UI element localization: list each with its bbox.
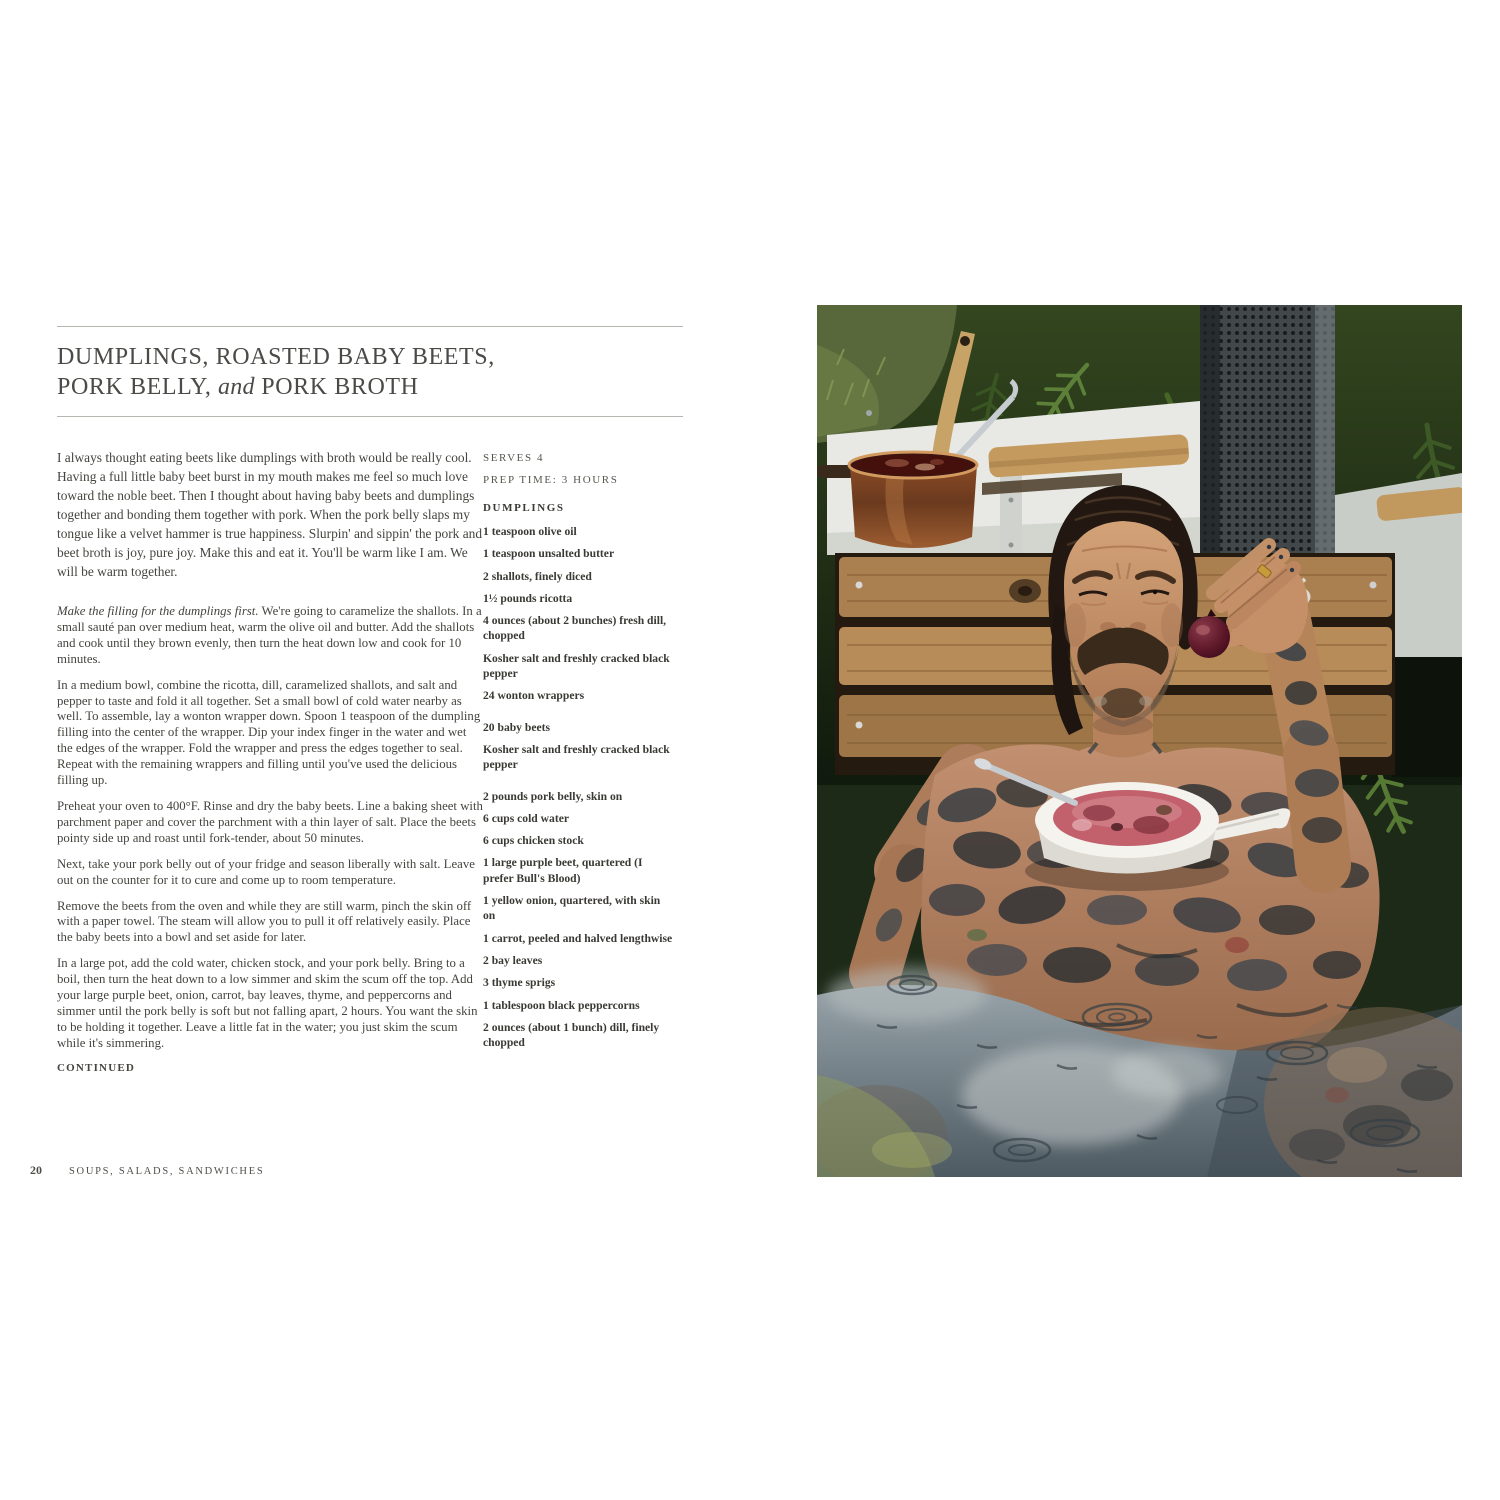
ingredient-item: 20 baby beets bbox=[483, 720, 550, 734]
ingredient-item: 2 pounds pork belly, skin on bbox=[483, 789, 623, 803]
page-number: 20 bbox=[30, 1163, 42, 1177]
ingredient-item: 3 thyme sprigs bbox=[483, 976, 556, 990]
baby-beet bbox=[1188, 616, 1230, 658]
ingredient-item: 2 ounces (about 1 bunch) dill, finely chopped bbox=[483, 1020, 660, 1050]
recipe-title-block bbox=[57, 326, 683, 417]
ingredient-item: Kosher salt and freshly cracked black pepper bbox=[483, 742, 670, 772]
recipe-title-line2: PORK BELLY, bbox=[57, 374, 219, 400]
recipe-headnote: I always thought eating beets like dumplings with broth would be really cool. Having a full little baby beet burst in my mouth makes me feel so much love toward the noble beet. Then I thought about having baby beets and dumplings together and bonding them together with pork. When the pork belly slaps my tongue like a velvet hammer is true happiness. Slurpin' and sippin' the pork and beet broth is joy, pure joy. Make this and eat it. You'll be warm like I am. We will be warm together. bbox=[57, 450, 483, 579]
ingredient-item: 1 carrot, peeled and halved lengthwise bbox=[483, 931, 673, 945]
step-text: We're going to caramelize the shallots. In a small sauté pan over medium heat, warm the olive oil and butter. Add the shallots and cook until they brown evenly, then turn the heat down low and cook for 10 minutes. bbox=[57, 604, 482, 666]
ingredient-item: 1 yellow onion, quartered, with skin on bbox=[483, 894, 661, 923]
recipe-step: In a medium bowl, combine the ricotta, dill, caramelized shallots, and salt and pepper to taste and fold it all together. Set a small bowl of cold water nearby as well. To assemble, lay a wonton wrapper down. Spoon 1 teaspoon of the dumpling filling into the center of the wrapper. Dip your index finger in the water and wet the edges of the wrapper. Fold the wrapper and press the edges together to seal. Repeat with the remaining wrappers and filling until you've used the delicious filling up. bbox=[57, 677, 481, 788]
ingredient-item: 6 cups cold water bbox=[483, 811, 569, 825]
ingredient-item: 2 shallots, finely diced bbox=[483, 569, 592, 583]
recipe-title-line1: DUMPLINGS, ROASTED BABY BEETS, bbox=[57, 344, 495, 370]
title-rule-bottom bbox=[57, 416, 683, 417]
footer-section-title: SOUPS, SALADS, SANDWICHES bbox=[69, 1166, 265, 1177]
recipe-title-line2-end: PORK BROTH bbox=[254, 374, 419, 400]
ingredient-item: 1 teaspoon unsalted butter bbox=[483, 547, 615, 561]
ingredient-item: Kosher salt and freshly cracked black pepper bbox=[483, 651, 670, 681]
ingredient-item: 4 ounces (about 2 bunches) fresh dill, chopped bbox=[483, 614, 667, 643]
page-footer bbox=[30, 1163, 264, 1178]
recipe-title bbox=[57, 342, 683, 402]
ingredient-item: 24 wonton wrappers bbox=[483, 689, 585, 703]
ingredient-item: 6 cups chicken stock bbox=[483, 834, 584, 848]
ingredients-column bbox=[483, 452, 673, 1057]
ingredient-item: 1 tablespoon black peppercorns bbox=[483, 998, 640, 1012]
step-lead-italic: Make the filling for the dumplings first. bbox=[57, 604, 259, 618]
recipe-step: Preheat your oven to 400°F. Rinse and dry the baby beets. Line a baking sheet with parchment paper and cover the parchment with a thin layer of salt. Place the beets pointy side up and roast until fork-tender, about 50 minutes. bbox=[57, 798, 483, 845]
hot-tub-photo-illustration bbox=[817, 305, 1462, 1177]
recipe-step: Remove the beets from the oven and while they are still warm, pinch the skin off with a paper towel. The steam will allow you to pull it off relatively easily. Place the baby beets into a bowl and set aside for later. bbox=[57, 898, 472, 945]
ingredient-item: 1 large purple beet, quartered (I prefer Bull's Blood) bbox=[483, 856, 643, 885]
ingredient-item: 2 bay leaves bbox=[483, 953, 543, 967]
recipe-text-column bbox=[57, 448, 484, 1074]
serves-label: SERVES 4 bbox=[483, 452, 545, 464]
ingredient-item: 1½ pounds ricotta bbox=[483, 591, 573, 605]
ingredient-item: 1 teaspoon olive oil bbox=[483, 525, 577, 538]
continued-label: CONTINUED bbox=[57, 1061, 136, 1074]
hot-tub-photo bbox=[817, 305, 1462, 1177]
recipe-step bbox=[57, 604, 484, 668]
recipe-step: In a large pot, add the cold water, chicken stock, and your pork belly. Bring to a boil, then turn the heat down to a low simmer and skim the scum off the top. Add your large purple beet, onion, carrot, bay leaves, thyme, and peppercorns and simmer until the pork belly is soft but not falling apart, 2 hours. You want the skin to be holding it together. Leave a little fat in the water; you just skim the scum while it's simmering. bbox=[57, 956, 478, 1050]
prep-time-label: PREP TIME: 3 HOURS bbox=[483, 474, 619, 486]
title-rule-top bbox=[57, 326, 683, 327]
dark-corner bbox=[1392, 657, 1462, 777]
recipe-step: Next, take your pork belly out of your fridge and season liberally with salt. Leave out on the counter for it to cure and come up to room temperature. bbox=[57, 856, 475, 887]
ingredient-section-heading: DUMPLINGS bbox=[483, 502, 565, 514]
recipe-title-and: and bbox=[218, 374, 255, 400]
